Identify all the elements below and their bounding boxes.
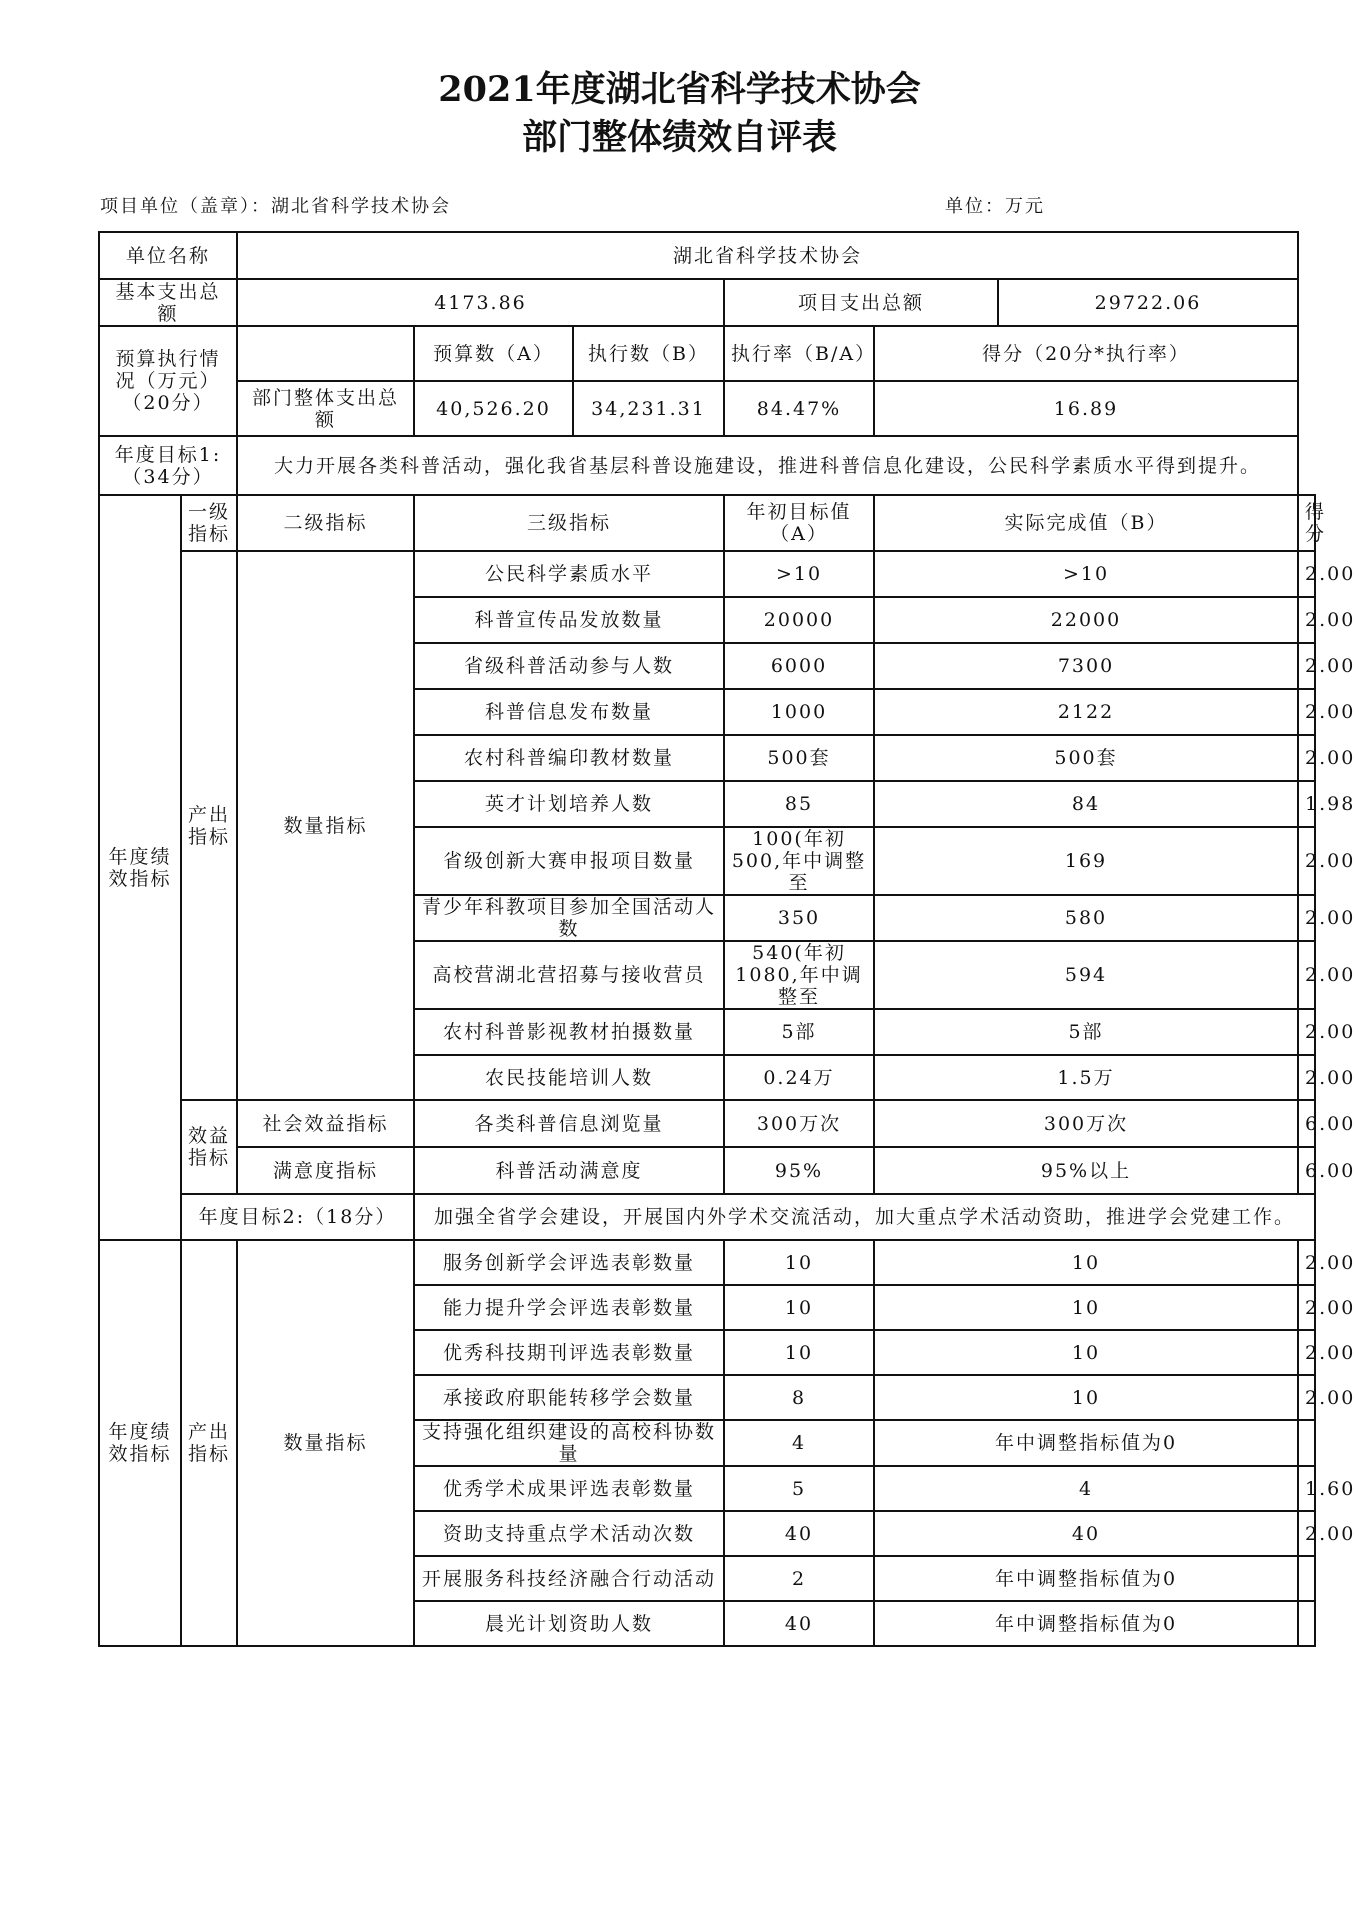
target-value: 100(年初500,年中调整至 [724, 827, 874, 895]
actual-value: 84 [874, 781, 1298, 827]
score-value: 2.00 [1298, 551, 1315, 597]
score-value: 2.00 [1298, 643, 1315, 689]
actual-value: 580 [874, 895, 1298, 941]
indicator-name: 承接政府职能转移学会数量 [414, 1375, 724, 1420]
actual-value: 10 [874, 1240, 1298, 1285]
unit-name-value: 湖北省科学技术协会 [237, 232, 1298, 279]
budget-label: 预算执行情况（万元）（20分） [99, 326, 237, 436]
target-value: 2 [724, 1556, 874, 1601]
indicator-header-row [99, 495, 1315, 551]
score-value: 2.00 [1298, 941, 1315, 1009]
project-total-label: 项目支出总额 [724, 279, 998, 326]
score-value: 6.00 [1298, 1147, 1315, 1194]
indicator-name: 开展服务科技经济融合行动活动 [414, 1556, 724, 1601]
actual-value: 300万次 [874, 1100, 1298, 1147]
indicator-name: 服务创新学会评选表彰数量 [414, 1240, 724, 1285]
currency-unit-line: 单位：万元 [945, 196, 1045, 217]
level2-header: 二级指标 [237, 495, 414, 551]
target-value: 95% [724, 1147, 874, 1194]
page-title-line2: 部门整体绩效自评表 [521, 117, 837, 158]
s1-quantity-label: 数量指标 [237, 551, 414, 1100]
target-value: 5部 [724, 1009, 874, 1055]
target-value: 300万次 [724, 1100, 874, 1147]
score-value: 2.00 [1298, 827, 1315, 895]
target-value: 5 [724, 1466, 874, 1511]
target-value: 350 [724, 895, 874, 941]
actual-header: 实际完成值（B） [874, 495, 1298, 551]
s1-output-label: 产出指标 [181, 551, 237, 1100]
score-value: 2.00 [1298, 1511, 1315, 1556]
actual-value: 95%以上 [874, 1147, 1298, 1194]
target-value: 40 [724, 1601, 874, 1646]
indicator-name: 能力提升学会评选表彰数量 [414, 1285, 724, 1330]
level2-value: 满意度指标 [237, 1147, 414, 1194]
unit-name-row [99, 232, 1315, 279]
indicator-name: 科普信息发布数量 [414, 689, 724, 735]
indicator-name: 科普宣传品发放数量 [414, 597, 724, 643]
score-value [1298, 1556, 1315, 1601]
goal1-label: 年度目标1:（34分） [99, 436, 237, 495]
score-value: 6.00 [1298, 1100, 1315, 1147]
score-value: 2.00 [1298, 689, 1315, 735]
actual-value: 594 [874, 941, 1298, 1009]
goal2-text: 加强全省学会建设，开展国内外学术交流活动，加大重点学术活动资助，推进学会党建工作。 [414, 1194, 1315, 1240]
actual-value: 7300 [874, 643, 1298, 689]
indicator-name: 农村科普编印教材数量 [414, 735, 724, 781]
score-value: 2.00 [1298, 735, 1315, 781]
score-value: 2.00 [1298, 895, 1315, 941]
budget-values-row [99, 381, 1315, 436]
budget-col-score: 得分（20分*执行率） [874, 326, 1298, 381]
indicator-name: 科普活动满意度 [414, 1147, 724, 1194]
indicator-name: 英才计划培养人数 [414, 781, 724, 827]
actual-value: 1.5万 [874, 1055, 1298, 1100]
indicator-name: 青少年科教项目参加全国活动人数 [414, 895, 724, 941]
indicator-name: 优秀科技期刊评选表彰数量 [414, 1330, 724, 1375]
exec-value: 34,231.31 [573, 381, 724, 436]
table-row [99, 1240, 1315, 1285]
score-value: 2.00 [1298, 1055, 1315, 1100]
target-value: 4 [724, 1420, 874, 1466]
target-value: 500套 [724, 735, 874, 781]
basic-total-label: 基本支出总额 [99, 279, 237, 326]
target-value: 10 [724, 1285, 874, 1330]
score-value [1298, 1420, 1315, 1466]
actual-value: 5部 [874, 1009, 1298, 1055]
goal2-row [99, 1194, 1315, 1240]
actual-value: 2122 [874, 689, 1298, 735]
score-value: 1.98 [1298, 781, 1315, 827]
score-value: 2.00 [1298, 1009, 1315, 1055]
indicator-name: 支持强化组织建设的高校科协数量 [414, 1420, 724, 1466]
score-value: 2.00 [1298, 1285, 1315, 1330]
s2-output-label: 产出指标 [181, 1240, 237, 1646]
level2-value: 社会效益指标 [237, 1100, 414, 1147]
goal1-row [99, 436, 1315, 495]
s2-quantity-label: 数量指标 [237, 1240, 414, 1646]
target-value: 10 [724, 1330, 874, 1375]
project-total-value: 29722.06 [998, 279, 1298, 326]
actual-value: 年中调整指标值为0 [874, 1556, 1298, 1601]
totals-row [99, 279, 1315, 326]
budget-col-budget: 预算数（A） [414, 326, 573, 381]
target-value: 540(年初1080,年中调整至 [724, 941, 874, 1009]
target-value: 6000 [724, 643, 874, 689]
unit-name-label: 单位名称 [99, 232, 237, 279]
table-row [99, 551, 1315, 597]
target-value: 0.24万 [724, 1055, 874, 1100]
actual-value: 10 [874, 1375, 1298, 1420]
evaluation-table [98, 232, 1356, 1647]
goal2-label: 年度目标2:（18分） [181, 1194, 414, 1240]
score-value: 2.00 [1298, 1330, 1315, 1375]
level3-header: 三级指标 [414, 495, 724, 551]
actual-value: 10 [874, 1285, 1298, 1330]
actual-value: 年中调整指标值为0 [874, 1420, 1298, 1466]
score-value: 2.00 [1298, 1240, 1315, 1285]
s2-annual-label: 年度绩效指标 [99, 1240, 181, 1646]
indicator-name: 农民技能培训人数 [414, 1055, 724, 1100]
indicator-name: 各类科普信息浏览量 [414, 1100, 724, 1147]
actual-value: 10 [874, 1330, 1298, 1375]
rate-value: 84.47% [724, 381, 874, 436]
target-value: >10 [724, 551, 874, 597]
target-value: 85 [724, 781, 874, 827]
indicator-name: 晨光计划资助人数 [414, 1601, 724, 1646]
score-value: 16.89 [874, 381, 1298, 436]
actual-value: 4 [874, 1466, 1298, 1511]
table-row [99, 1100, 1315, 1147]
target-value: 8 [724, 1375, 874, 1420]
basic-total-value: 4173.86 [237, 279, 724, 326]
indicator-name: 优秀学术成果评选表彰数量 [414, 1466, 724, 1511]
budget-value: 40,526.20 [414, 381, 573, 436]
budget-col-rate: 执行率（B/A） [724, 326, 874, 381]
actual-value: 年中调整指标值为0 [874, 1601, 1298, 1646]
score-header: 得分 [1298, 495, 1315, 551]
level1-header: 一级指标 [181, 495, 237, 551]
actual-value: >10 [874, 551, 1298, 597]
indicator-name: 公民科学素质水平 [414, 551, 724, 597]
indicator-name: 高校营湖北营招募与接收营员 [414, 941, 724, 1009]
score-value: 2.00 [1298, 597, 1315, 643]
indicator-name: 农村科普影视教材拍摄数量 [414, 1009, 724, 1055]
project-unit-line: 项目单位（盖章）：湖北省科学技术协会 [100, 196, 451, 217]
actual-value: 169 [874, 827, 1298, 895]
table-row [99, 1147, 1315, 1194]
target-value: 10 [724, 1240, 874, 1285]
score-value: 1.60 [1298, 1466, 1315, 1511]
indicator-name: 省级科普活动参与人数 [414, 643, 724, 689]
target-value: 40 [724, 1511, 874, 1556]
target-value: 20000 [724, 597, 874, 643]
indicator-name: 资助支持重点学术活动次数 [414, 1511, 724, 1556]
indicator-name: 省级创新大赛申报项目数量 [414, 827, 724, 895]
budget-col-exec: 执行数（B） [573, 326, 724, 381]
actual-value: 500套 [874, 735, 1298, 781]
goal1-text: 大力开展各类科普活动，强化我省基层科普设施建设，推进科普信息化建设，公民科学素质水平得到提升。 [237, 436, 1298, 495]
actual-value: 22000 [874, 597, 1298, 643]
s1-annual-label: 年度绩效指标 [99, 495, 181, 1240]
target-header: 年初目标值（A） [724, 495, 874, 551]
budget-blank-cell [237, 326, 414, 381]
s1-benefit-label: 效益指标 [181, 1100, 237, 1194]
page-title-line1: 2021年度湖北省科学技术协会 [438, 69, 921, 110]
actual-value: 40 [874, 1511, 1298, 1556]
score-value [1298, 1601, 1315, 1646]
score-value: 2.00 [1298, 1375, 1315, 1420]
budget-header-row [99, 326, 1315, 381]
budget-row-label: 部门整体支出总额 [237, 381, 414, 436]
target-value: 1000 [724, 689, 874, 735]
